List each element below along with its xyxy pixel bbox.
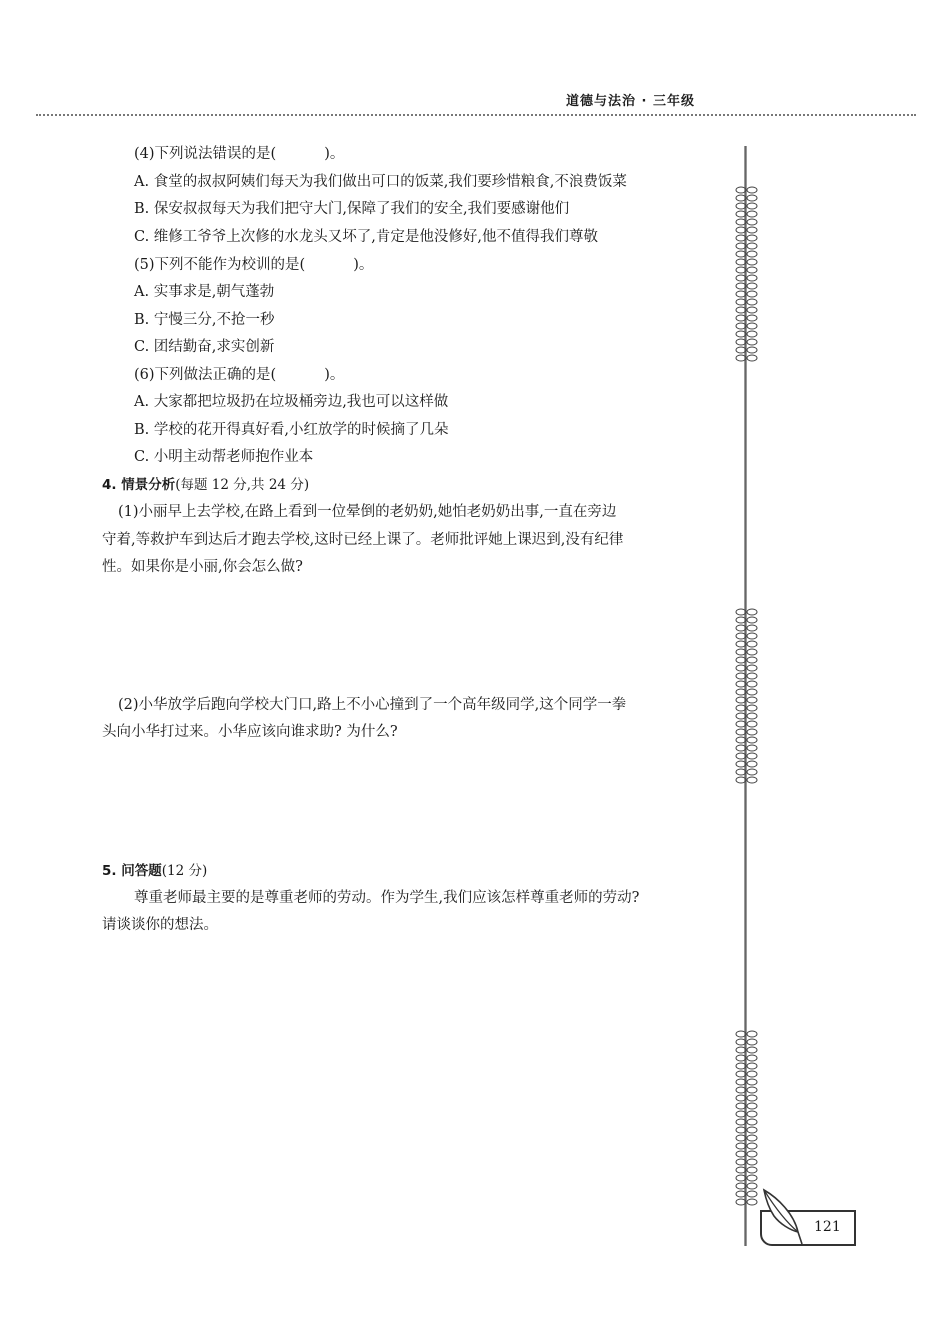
coil-ring: [747, 665, 757, 671]
coil-ring: [747, 769, 757, 775]
coil-ring: [747, 745, 757, 751]
coil-ring: [736, 737, 746, 743]
coil-ring: [747, 195, 757, 201]
coil-ring: [736, 657, 746, 663]
coil-ring: [736, 745, 746, 751]
section-5-heading: 5. 问答题(12 分): [102, 863, 208, 879]
coil-ring: [747, 625, 757, 631]
question-5-option-c: C. 团结勤奋,求实创新: [134, 339, 275, 355]
coil-ring: [736, 315, 746, 321]
coil-ring: [747, 633, 757, 639]
coil-ring: [747, 275, 757, 281]
question-4-option-b: B. 保安叔叔每天为我们把守大门,保障了我们的安全,我们要感谢他们: [134, 201, 570, 217]
coil-ring: [736, 761, 746, 767]
coil-ring: [736, 331, 746, 337]
coil-ring: [747, 1103, 757, 1109]
question-6-option-c: C. 小明主动帮老师抱作业本: [134, 449, 314, 465]
coil-ring: [736, 323, 746, 329]
coil-ring: [747, 1183, 757, 1189]
coil-ring: [747, 211, 757, 217]
coil-ring: [747, 1079, 757, 1085]
question-6-option-b: B. 学校的花开得真好看,小红放学的时候摘了几朵: [134, 422, 449, 438]
coil-ring: [736, 299, 746, 305]
coil-ring: [747, 673, 757, 679]
coil-ring: [747, 1087, 757, 1093]
coil-ring: [747, 1063, 757, 1069]
coil-ring: [736, 1071, 746, 1077]
coil-ring: [736, 633, 746, 639]
coil-ring: [747, 227, 757, 233]
coil-ring: [747, 681, 757, 687]
question-5-option-a: A. 实事求是,朝气蓬勃: [134, 284, 275, 300]
spiral-rings: [734, 608, 760, 790]
coil-ring: [747, 1055, 757, 1061]
coil-ring: [736, 195, 746, 201]
coil-ring: [736, 259, 746, 265]
coil-ring: [747, 1111, 757, 1117]
coil-ring: [736, 777, 746, 783]
coil-ring: [736, 1079, 746, 1085]
coil-ring: [747, 323, 757, 329]
coil-ring: [747, 609, 757, 615]
coil-ring: [747, 187, 757, 193]
coil-ring: [736, 347, 746, 353]
coil-ring: [736, 211, 746, 217]
coil-ring: [736, 1031, 746, 1037]
coil-ring: [747, 1119, 757, 1125]
section-4-heading: 4. 情景分析(每题 12 分,共 24 分): [102, 477, 310, 493]
coil-ring: [747, 1031, 757, 1037]
coil-ring: [736, 705, 746, 711]
coil-ring: [747, 1127, 757, 1133]
coil-ring: [747, 283, 757, 289]
coil-ring: [747, 1143, 757, 1149]
coil-ring: [747, 1047, 757, 1053]
coil-ring: [736, 203, 746, 209]
coil-ring: [747, 697, 757, 703]
coil-ring: [736, 713, 746, 719]
coil-ring: [736, 697, 746, 703]
coil-ring: [736, 243, 746, 249]
coil-ring: [736, 689, 746, 695]
question-5-option-b: B. 宁慢三分,不抢一秒: [134, 312, 275, 328]
coil-ring: [747, 299, 757, 305]
question-6-stem: (6)下列做法正确的是( )。: [134, 367, 345, 383]
coil-ring: [747, 1095, 757, 1101]
coil-ring: [736, 1183, 746, 1189]
coil-ring: [747, 219, 757, 225]
coil-ring: [747, 307, 757, 313]
coil-ring: [747, 713, 757, 719]
coil-ring: [736, 1119, 746, 1125]
coil-ring: [747, 649, 757, 655]
coil-ring: [747, 1159, 757, 1165]
coil-ring: [747, 259, 757, 265]
coil-ring: [736, 721, 746, 727]
coil-ring: [736, 1167, 746, 1173]
question-4-option-a: A. 食堂的叔叔阿姨们每天为我们做出可口的饭菜,我们要珍惜粮食,不浪费饭菜: [134, 174, 627, 190]
page-number: 121: [814, 1219, 841, 1235]
coil-ring: [747, 689, 757, 695]
coil-ring: [747, 355, 757, 361]
coil-ring: [736, 1191, 746, 1197]
coil-ring: [747, 315, 757, 321]
coil-ring: [736, 275, 746, 281]
header-title: 道德与法治 · 三年级: [566, 94, 695, 109]
coil-ring: [736, 617, 746, 623]
essay-prompt-line-2: 请谈谈你的想法。: [102, 917, 218, 933]
coil-ring: [736, 1151, 746, 1157]
coil-ring: [747, 1151, 757, 1157]
spiral-binding-bottom: [734, 1030, 758, 1212]
coil-ring: [747, 1175, 757, 1181]
question-6-option-a: A. 大家都把垃圾扔在垃圾桶旁边,我也可以这样做: [134, 394, 449, 410]
scenario-2-line-1: (2)小华放学后跑向学校大门口,路上不小心撞到了一个高年级同学,这个同学一拳: [118, 697, 627, 713]
coil-ring: [736, 625, 746, 631]
essay-prompt-line-1: 尊重老师最主要的是尊重老师的劳动。作为学生,我们应该怎样尊重老师的劳动?: [134, 890, 640, 906]
coil-ring: [736, 219, 746, 225]
coil-ring: [747, 753, 757, 759]
coil-ring: [736, 681, 746, 687]
question-4-stem: (4)下列说法错误的是( )。: [134, 146, 345, 162]
coil-ring: [736, 609, 746, 615]
coil-ring: [736, 235, 746, 241]
coil-ring: [736, 641, 746, 647]
coil-ring: [747, 267, 757, 273]
coil-ring: [736, 649, 746, 655]
spiral-binding-top: [734, 186, 758, 368]
coil-ring: [736, 1039, 746, 1045]
coil-ring: [747, 657, 757, 663]
coil-ring: [747, 1191, 757, 1197]
coil-ring: [736, 1087, 746, 1093]
coil-ring: [736, 251, 746, 257]
coil-ring: [747, 617, 757, 623]
coil-ring: [736, 1143, 746, 1149]
coil-ring: [736, 339, 746, 345]
coil-ring: [736, 1159, 746, 1165]
coil-ring: [747, 1039, 757, 1045]
coil-ring: [736, 1055, 746, 1061]
coil-ring: [747, 777, 757, 783]
coil-ring: [747, 291, 757, 297]
coil-ring: [747, 251, 757, 257]
coil-ring: [736, 267, 746, 273]
coil-ring: [736, 753, 746, 759]
coil-ring: [736, 1103, 746, 1109]
coil-ring: [747, 1071, 757, 1077]
quill-feather-icon: [760, 1188, 804, 1246]
coil-ring: [736, 729, 746, 735]
coil-ring: [736, 187, 746, 193]
coil-ring: [736, 283, 746, 289]
scenario-2-line-2: 头向小华打过来。小华应该向谁求助? 为什么?: [102, 724, 398, 740]
coil-ring: [736, 1047, 746, 1053]
coil-ring: [747, 235, 757, 241]
coil-ring: [747, 1135, 757, 1141]
scenario-1-line-2: 守着,等救护车到达后才跑去学校,这时已经上课了。老师批评她上课迟到,没有纪律: [102, 532, 624, 548]
spiral-rings: [734, 1030, 760, 1212]
question-4-option-c: C. 维修工爷爷上次修的水龙头又坏了,肯定是他没修好,他不值得我们尊敬: [134, 229, 599, 245]
coil-ring: [736, 769, 746, 775]
coil-ring: [736, 291, 746, 297]
coil-ring: [736, 1199, 746, 1205]
scenario-1-line-1: (1)小丽早上去学校,在路上看到一位晕倒的老奶奶,她怕老奶奶出事,一直在旁边: [118, 504, 617, 520]
coil-ring: [736, 227, 746, 233]
coil-ring: [747, 721, 757, 727]
coil-ring: [747, 1167, 757, 1173]
spiral-binding-middle: [734, 608, 758, 790]
coil-ring: [747, 347, 757, 353]
coil-ring: [747, 1199, 757, 1205]
coil-ring: [747, 243, 757, 249]
coil-ring: [736, 1127, 746, 1133]
coil-ring: [747, 339, 757, 345]
coil-ring: [747, 331, 757, 337]
coil-ring: [736, 307, 746, 313]
coil-ring: [747, 203, 757, 209]
coil-ring: [736, 1095, 746, 1101]
coil-ring: [736, 665, 746, 671]
coil-ring: [736, 1111, 746, 1117]
question-5-stem: (5)下列不能作为校训的是( )。: [134, 257, 374, 273]
coil-ring: [747, 737, 757, 743]
coil-ring: [747, 641, 757, 647]
coil-ring: [736, 1175, 746, 1181]
coil-ring: [736, 355, 746, 361]
scenario-1-line-3: 性。如果你是小丽,你会怎么做?: [102, 559, 303, 575]
coil-ring: [736, 1135, 746, 1141]
coil-ring: [736, 1063, 746, 1069]
coil-ring: [747, 729, 757, 735]
coil-ring: [747, 761, 757, 767]
spiral-rings: [734, 186, 760, 368]
header-divider: [36, 114, 916, 116]
coil-ring: [747, 705, 757, 711]
coil-ring: [736, 673, 746, 679]
